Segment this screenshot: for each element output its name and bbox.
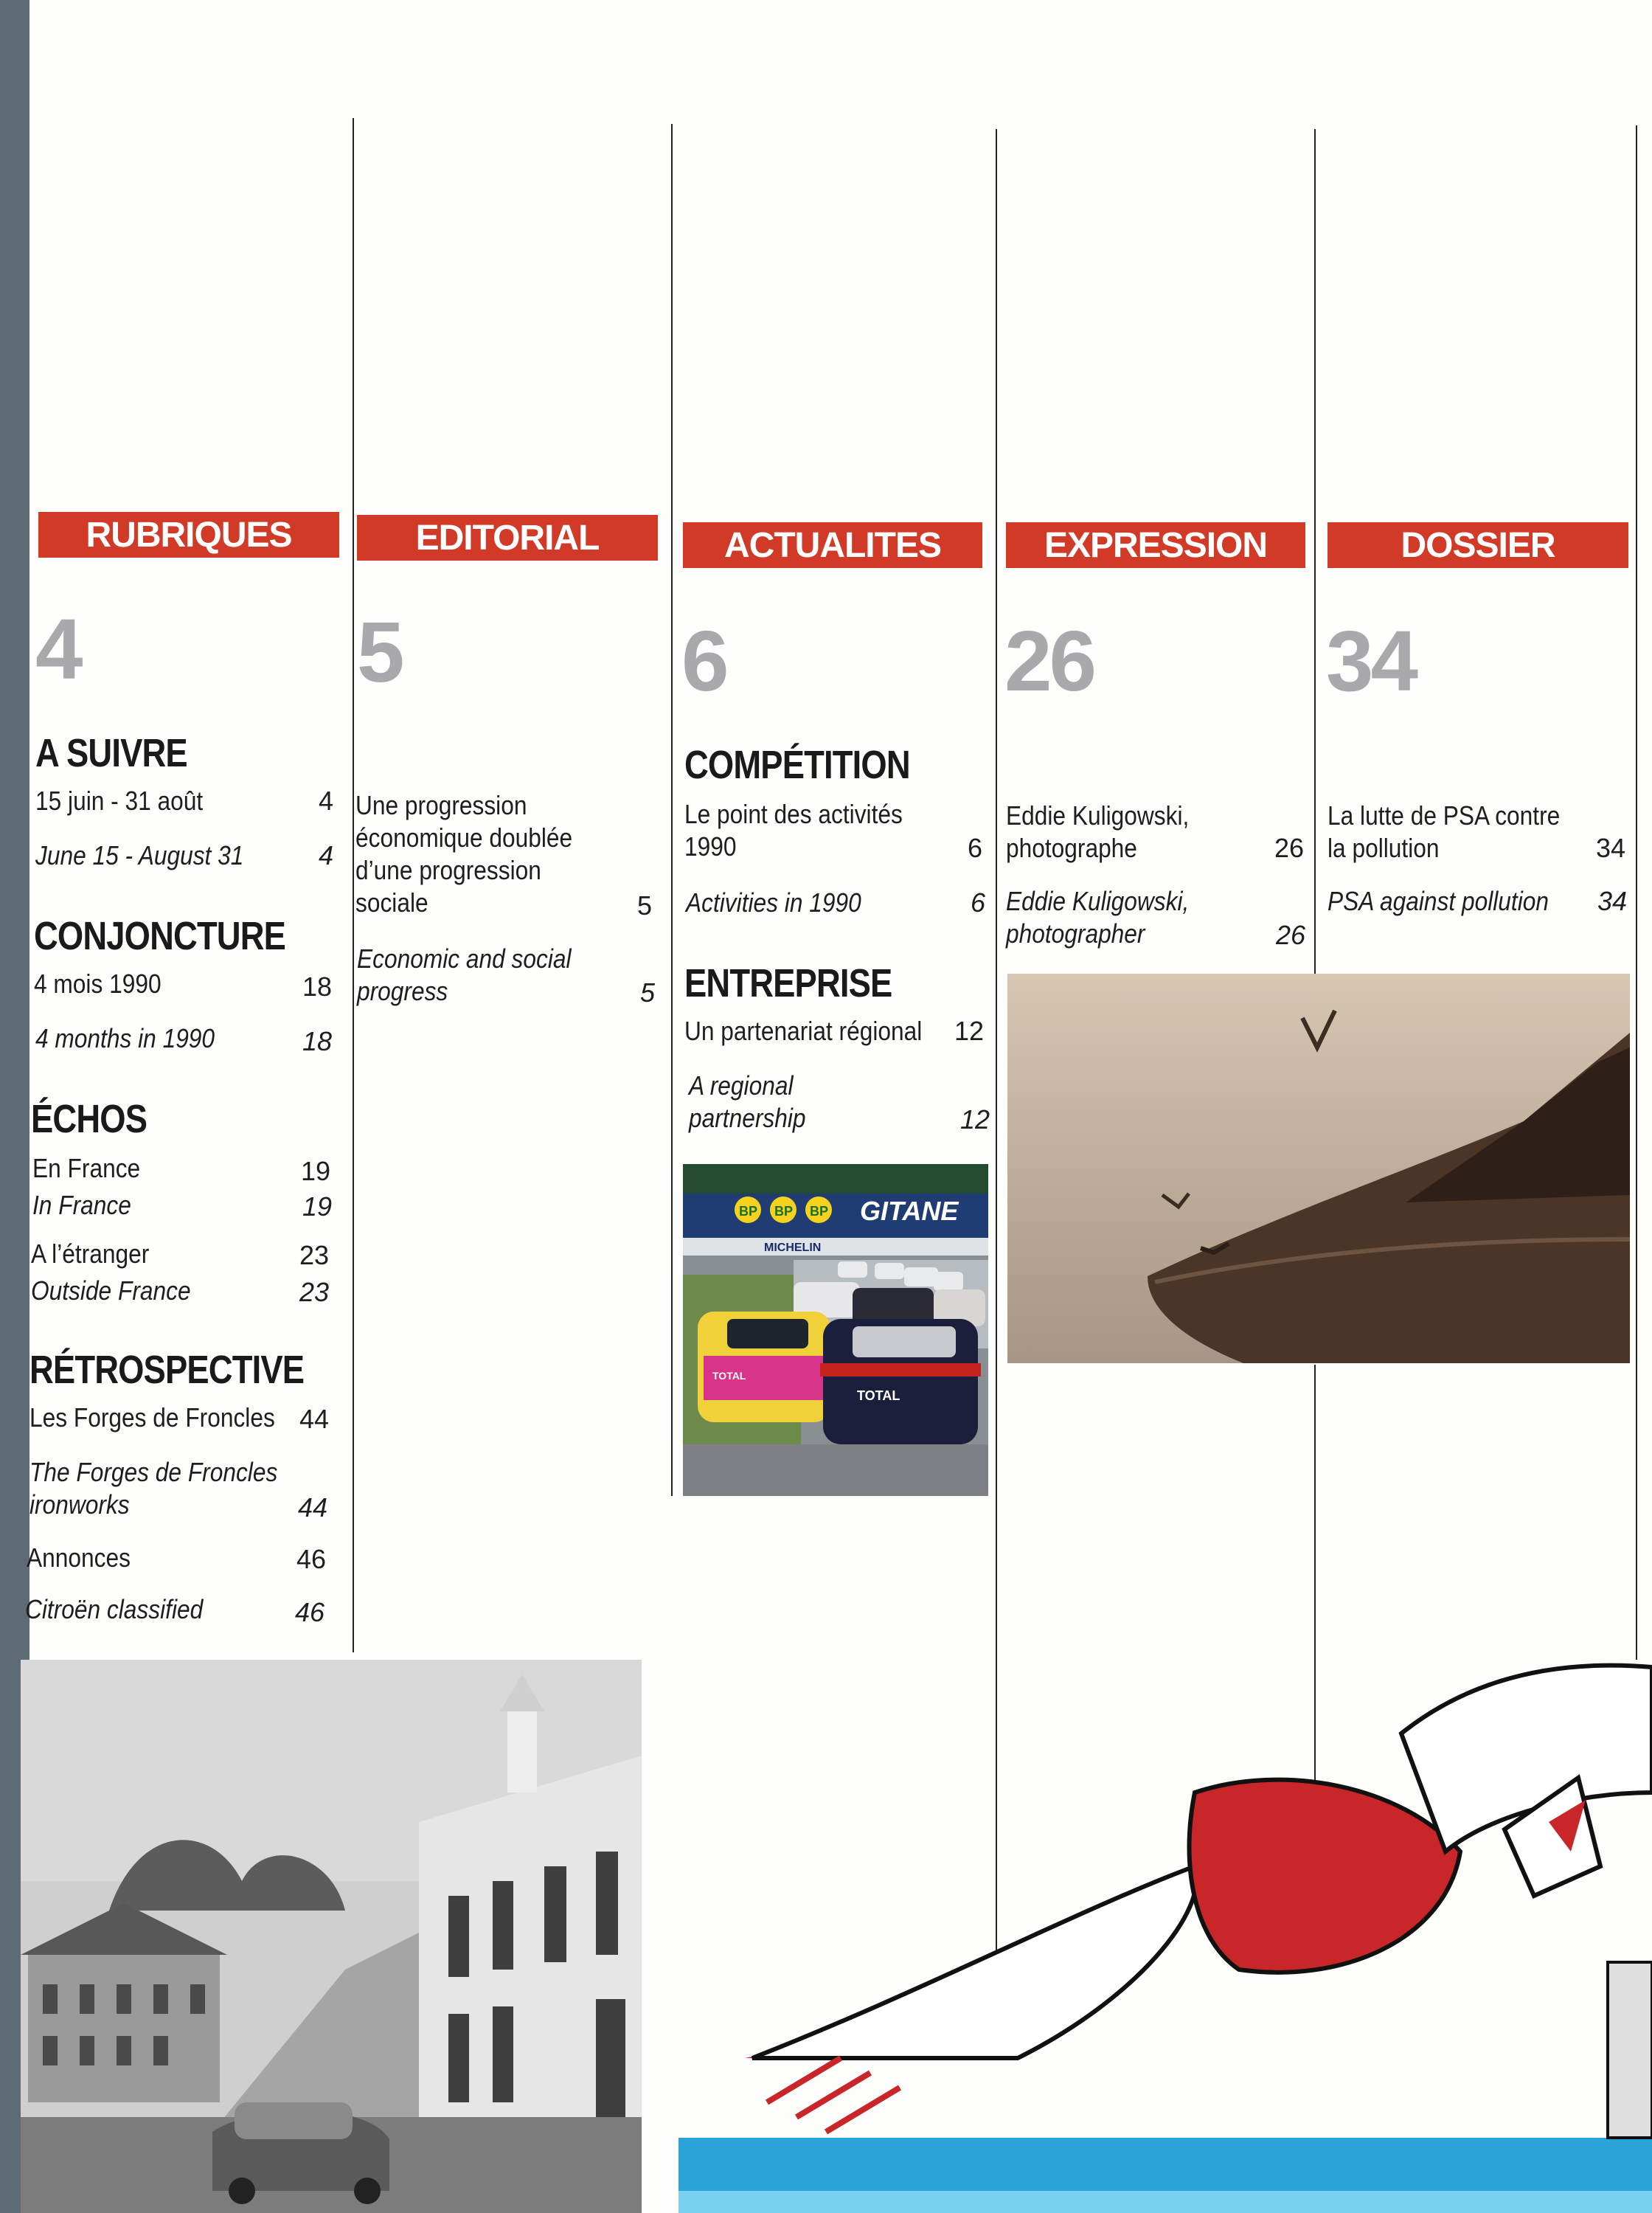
toc-entry-en[interactable]: 4 months in 1990 bbox=[35, 1023, 215, 1053]
section-banner-editorial: EDITORIAL bbox=[357, 515, 658, 561]
bp-sign-text: BP bbox=[774, 1204, 794, 1219]
toc-page-number: 23 bbox=[299, 1277, 330, 1307]
michelin-sign-text: MICHELIN bbox=[764, 1241, 822, 1254]
heading-conjoncture: CONJONCTURE bbox=[34, 914, 286, 958]
seagull-car-image bbox=[1007, 974, 1630, 1363]
column-divider bbox=[1314, 129, 1316, 977]
toc-page-number: 46 bbox=[296, 1544, 327, 1574]
bp-sign-text: BP bbox=[739, 1204, 758, 1219]
heading-entreprise: ENTREPRISE bbox=[684, 961, 892, 1005]
toc-entry-en[interactable]: In France bbox=[32, 1190, 131, 1220]
toc-entry-fr[interactable]: Les Forges de Froncles bbox=[30, 1402, 275, 1433]
section-banner-rubriques: RUBRIQUES bbox=[38, 512, 339, 558]
toc-page-number: 5 bbox=[640, 977, 656, 1008]
toc-page-number: 34 bbox=[1596, 833, 1626, 863]
section-page-number: 4 bbox=[35, 601, 80, 697]
heading-echos: ÉCHOS bbox=[31, 1097, 148, 1141]
cartoon-hero-image bbox=[678, 1645, 1652, 2213]
toc-entry-fr[interactable]: Le point des activités 1990 bbox=[684, 799, 903, 862]
toc-entry-fr[interactable]: Une progression économique doublée d’une progression sociale bbox=[355, 790, 573, 918]
toc-page-number: 19 bbox=[302, 1191, 333, 1222]
toc-entry-en[interactable]: Activities in 1990 bbox=[686, 887, 861, 918]
heading-a-suivre: A SUIVRE bbox=[35, 731, 187, 775]
toc-page-number: 18 bbox=[302, 972, 333, 1002]
gitanes-sign-text: GITANE bbox=[860, 1196, 959, 1226]
section-banner-expression: EXPRESSION bbox=[1006, 522, 1305, 568]
toc-page-number: 26 bbox=[1274, 833, 1305, 863]
toc-page-number: 6 bbox=[971, 887, 986, 918]
bp-sign-text: BP bbox=[810, 1204, 829, 1219]
toc-page-number: 4 bbox=[319, 840, 334, 870]
section-page-number: 34 bbox=[1326, 613, 1416, 709]
seagull-car-photo bbox=[1007, 974, 1630, 1363]
heading-competition: COMPÉTITION bbox=[684, 743, 910, 787]
total-livery-text: TOTAL bbox=[712, 1370, 746, 1382]
cartoon-hero-illustration bbox=[678, 1645, 1652, 2213]
toc-page-number: 12 bbox=[960, 1104, 990, 1135]
toc-entry-en[interactable]: Outside France bbox=[31, 1275, 191, 1306]
column-divider bbox=[671, 124, 673, 1496]
racing-photo bbox=[683, 1164, 988, 1496]
toc-entry-fr[interactable]: Eddie Kuligowski, photographe bbox=[1006, 800, 1190, 863]
toc-entry-classified[interactable]: Citroën classified bbox=[25, 1594, 204, 1624]
toc-page-number: 4 bbox=[319, 786, 334, 816]
section-banner-dossier: DOSSIER bbox=[1328, 522, 1628, 568]
toc-entry-fr[interactable]: Un partenariat régional bbox=[684, 1016, 923, 1046]
column-divider bbox=[353, 118, 354, 1652]
racing-photo-image bbox=[683, 1164, 988, 1496]
froncles-village-photo bbox=[21, 1660, 642, 2213]
column-divider bbox=[1636, 125, 1637, 1660]
heading-retrospective: RÉTROSPECTIVE bbox=[30, 1348, 305, 1392]
toc-page-number: 44 bbox=[299, 1404, 330, 1434]
toc-page-number: 26 bbox=[1276, 920, 1306, 950]
toc-entry-en[interactable]: A regional partnership bbox=[689, 1070, 806, 1133]
toc-entry-fr[interactable]: 15 juin - 31 août bbox=[35, 786, 204, 816]
toc-page-number: 12 bbox=[954, 1016, 985, 1046]
toc-page-number: 6 bbox=[968, 833, 983, 863]
toc-page-number: 23 bbox=[299, 1240, 330, 1270]
toc-entry-fr[interactable]: A l’étranger bbox=[31, 1239, 150, 1269]
section-page-number: 5 bbox=[357, 604, 402, 700]
toc-entry-en[interactable]: The Forges de Froncles ironworks bbox=[30, 1457, 278, 1520]
toc-page-number: 34 bbox=[1597, 886, 1628, 916]
toc-page-number: 5 bbox=[637, 890, 653, 921]
toc-entry-fr[interactable]: En France bbox=[32, 1153, 141, 1183]
toc-entry-en[interactable]: PSA against pollution bbox=[1328, 886, 1549, 916]
toc-entry-annonces[interactable]: Annonces bbox=[27, 1542, 131, 1573]
froncles-village-image bbox=[21, 1660, 642, 2213]
total-livery-text: TOTAL bbox=[857, 1388, 900, 1403]
toc-entry-fr[interactable]: La lutte de PSA contre la pollution bbox=[1328, 800, 1561, 863]
toc-page-number: 18 bbox=[302, 1026, 333, 1056]
toc-entry-en[interactable]: June 15 - August 31 bbox=[35, 840, 244, 870]
section-page-number: 26 bbox=[1004, 613, 1094, 709]
section-banner-actualites: ACTUALITES bbox=[683, 522, 982, 568]
section-page-number: 6 bbox=[681, 613, 726, 709]
toc-page-number: 19 bbox=[301, 1156, 331, 1186]
toc-page-number: 44 bbox=[298, 1492, 328, 1523]
toc-page-number: 46 bbox=[295, 1597, 325, 1627]
toc-entry-en[interactable]: Eddie Kuligowski, photographer bbox=[1006, 886, 1190, 949]
toc-entry-fr[interactable]: 4 mois 1990 bbox=[34, 969, 162, 999]
toc-entry-en[interactable]: Economic and social progress bbox=[357, 943, 572, 1006]
